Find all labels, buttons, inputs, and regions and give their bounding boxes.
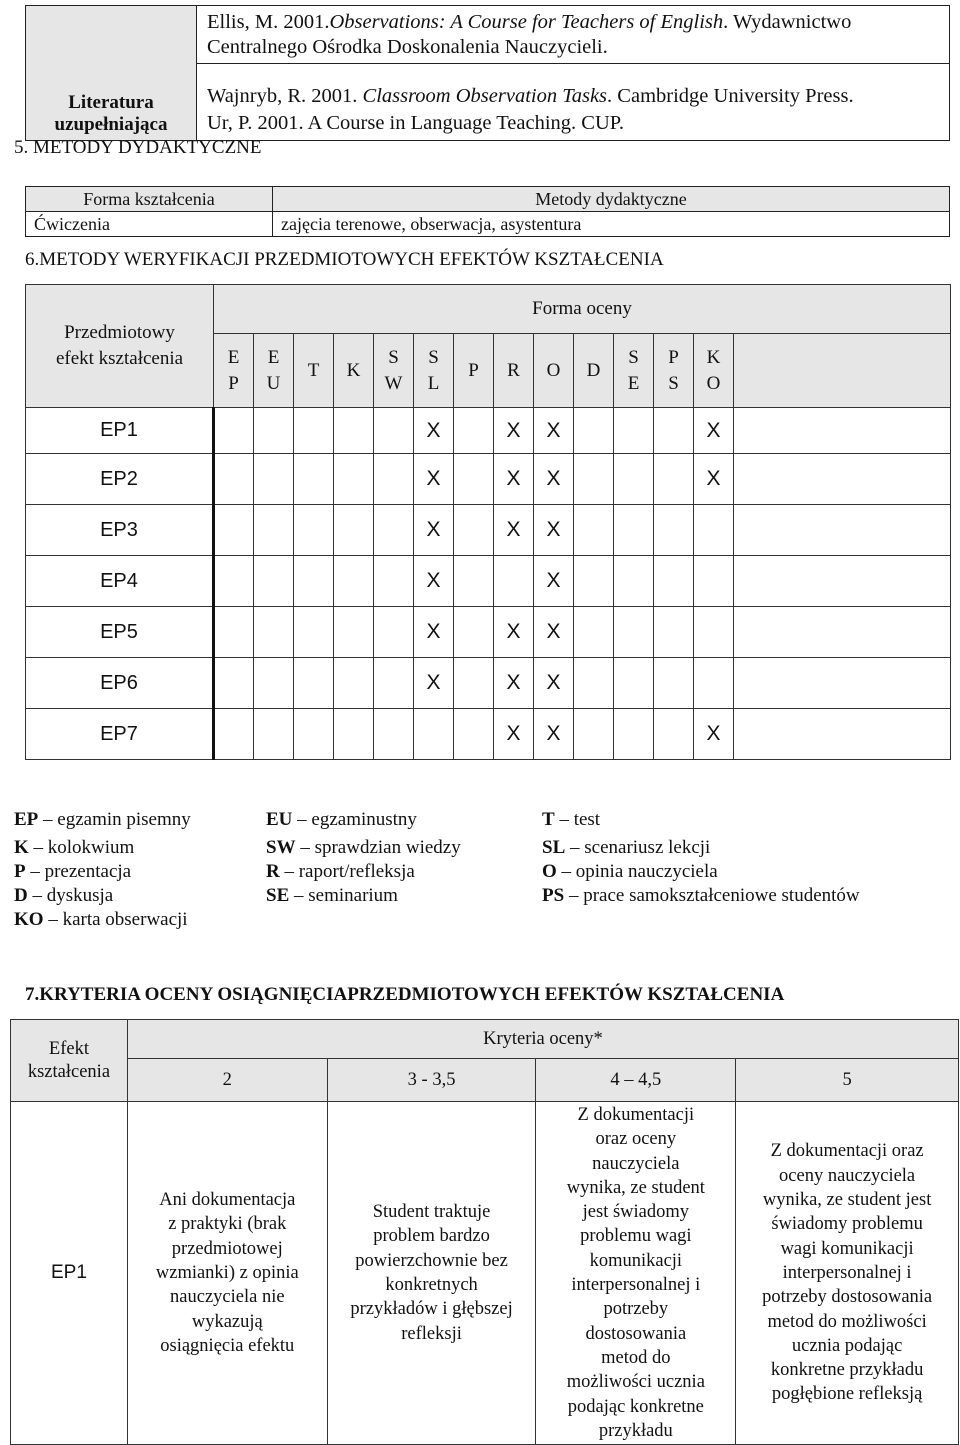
literature-label (26, 6, 197, 141)
literature-label-line2: uzupełniająca (54, 114, 168, 135)
verification-mark-cell (254, 408, 294, 454)
verification-mark-cell (334, 408, 374, 454)
legend-item: K – kolokwium (14, 837, 135, 858)
criteria-text-line: interpersonalnej i (571, 1275, 701, 1296)
criteria-text-line: z praktyki (brak (168, 1214, 287, 1235)
criteria-text-line: wykazują (191, 1311, 263, 1332)
criteria-text-line: oceny nauczyciela (779, 1165, 916, 1186)
forma-column-header (534, 334, 574, 408)
forma-column-header (294, 334, 334, 408)
verification-row-label: EP2 (26, 454, 214, 505)
verification-mark-cell (294, 709, 334, 760)
criteria-text-line: komunikacji (589, 1250, 683, 1271)
criteria-header-line1: Efekt (48, 1038, 89, 1059)
legend-code: KO (14, 909, 44, 930)
criteria-header-efekt (11, 1020, 128, 1102)
legend-text: seminarium (308, 885, 398, 906)
criteria-text-line: wynika, ze student jest (762, 1190, 932, 1211)
legend-code: T (542, 809, 555, 830)
criteria-text-line: wzmianki) z opinia (155, 1262, 299, 1283)
verification-mark-cell (334, 607, 374, 658)
verification-mark-cell: X (414, 607, 454, 658)
forma-column-header (414, 334, 454, 408)
verification-mark-cell (294, 408, 334, 454)
criteria-text-line: jest świadomy (582, 1202, 690, 1223)
verification-mark-cell (654, 658, 694, 709)
verification-mark-cell (734, 658, 951, 709)
verification-mark-cell: X (414, 454, 454, 505)
literature-entry-1 (197, 6, 949, 64)
legend-text: prezentacja (44, 861, 132, 882)
verification-mark-cell (214, 454, 254, 505)
verification-mark-cell (734, 709, 951, 760)
verification-mark-cell: X (694, 454, 734, 505)
criteria-grade-4-cell (536, 1102, 736, 1445)
verification-mark-cell (654, 408, 694, 454)
verification-mark-cell (374, 454, 414, 505)
criteria-text-line: wynika, ze student (566, 1177, 705, 1198)
verification-mark-cell (374, 607, 414, 658)
criteria-text-line: pogłębione refleksją (771, 1384, 923, 1405)
verification-mark-cell (214, 505, 254, 556)
legend-item: SW – sprawdzian wiedzy (266, 837, 461, 858)
forma-column-header (254, 334, 294, 408)
verification-mark-cell (614, 408, 654, 454)
verification-header-efekt (26, 285, 214, 408)
verification-mark-cell (614, 556, 654, 607)
verification-mark-cell (454, 505, 494, 556)
legend-code: D (14, 885, 28, 906)
legend-text: sprawdzian wiedzy (314, 837, 461, 858)
forma-column-code-bottom: U (266, 372, 281, 394)
verification-mark-cell (654, 505, 694, 556)
forma-column-header (574, 334, 614, 408)
verification-mark-cell: X (414, 556, 454, 607)
literature-entry-2 (197, 64, 949, 109)
legend-code: EP (14, 809, 39, 830)
criteria-text-line: świadomy problemu (771, 1214, 923, 1235)
verification-mark-cell: X (534, 607, 574, 658)
legend-item: T – test (542, 809, 601, 830)
verification-mark-cell (294, 505, 334, 556)
verification-row-label: EP3 (26, 505, 214, 556)
forma-column-header-empty (734, 334, 951, 408)
verification-mark-cell (574, 658, 614, 709)
legend-text: dyskusja (46, 885, 114, 906)
verification-mark-cell (414, 709, 454, 760)
legend-item: P – prezentacja (14, 861, 132, 882)
verification-mark-cell (614, 505, 654, 556)
literature-entry-2-publisher: . Cambridge University Press. (607, 85, 854, 107)
criteria-row-label: EP1 (11, 1102, 128, 1445)
verification-mark-cell (454, 454, 494, 505)
verification-mark-cell (694, 556, 734, 607)
forma-column-header (374, 334, 414, 408)
verification-row (26, 607, 951, 658)
legend-code: R (266, 861, 280, 882)
legend-item: PS – prace samokształceniowe studentów (542, 885, 860, 906)
legend-code: K (14, 837, 29, 858)
verification-mark-cell (374, 556, 414, 607)
legend-code: PS (542, 885, 565, 906)
literature-entry-2-author: Wajnryb, R. 2001. (207, 85, 363, 107)
legend-text: scenariusz lekcji (584, 837, 711, 858)
verification-mark-cell: X (534, 658, 574, 709)
verification-row-label: EP1 (26, 408, 214, 454)
verification-row (26, 709, 951, 760)
grade-2-header: 2 (127, 1059, 327, 1102)
criteria-text-line: wagi komunikacji (780, 1238, 914, 1259)
verification-mark-cell: X (494, 408, 534, 454)
verification-mark-cell (374, 408, 414, 454)
legend-code: SL (542, 837, 566, 858)
legend-code: EU (266, 809, 293, 830)
legend-text: test (573, 809, 601, 830)
legend-item: R – raport/refleksja (266, 861, 415, 882)
section6-title: 6.METODY WERYFIKACJI PRZEDMIOTOWYCH EFEKTÓW KSZTAŁCENIA (25, 249, 664, 270)
verification-mark-cell (214, 556, 254, 607)
legend-item: KO – karta obserwacji (14, 909, 188, 930)
verification-mark-cell (374, 658, 414, 709)
verification-mark-cell (494, 556, 534, 607)
verification-mark-cell (734, 607, 951, 658)
criteria-text-line: Student traktuje (372, 1202, 491, 1223)
forma-column-code-top: D (586, 359, 601, 381)
literature-table (25, 5, 950, 141)
verification-row (26, 556, 951, 607)
forma-column-header (494, 334, 534, 408)
methods-header-metody: Metody dydaktyczne (273, 187, 950, 212)
legend-code: P (14, 861, 26, 882)
verification-mark-cell (254, 658, 294, 709)
verification-mark-cell (214, 408, 254, 454)
forma-column-code-top: T (307, 359, 320, 381)
criteria-text-line: interpersonalnej i (782, 1262, 912, 1283)
verification-mark-cell (734, 408, 951, 454)
verification-mark-cell (254, 556, 294, 607)
verification-mark-cell (734, 505, 951, 556)
verification-table (25, 284, 951, 760)
criteria-text-line: podając konkretne (567, 1396, 704, 1417)
criteria-text-line: możliwości ucznia (566, 1372, 705, 1393)
methods-cell-metody: zajęcia terenowe, obserwacja, asystentura (273, 212, 950, 237)
forma-oceny-header: Forma oceny (214, 285, 951, 334)
verification-mark-cell (254, 709, 294, 760)
verification-mark-cell: X (534, 454, 574, 505)
criteria-text-line: oraz oceny (595, 1129, 677, 1150)
verification-mark-cell: X (494, 454, 534, 505)
verification-mark-cell (694, 658, 734, 709)
forma-column-code-top: K (346, 359, 361, 381)
section5-title: 5. METODY DYDAKTYCZNE (14, 137, 262, 158)
verification-header-line1: Przedmiotowy (64, 322, 175, 343)
criteria-text-line: metod do możliwości (767, 1311, 927, 1332)
legend-text: egzaminustny (311, 809, 417, 830)
verification-mark-cell (654, 454, 694, 505)
grade-3-header: 3 - 3,5 (327, 1059, 536, 1102)
literature-entry-1-title: Observations: A Course for Teachers of English (329, 11, 724, 33)
verification-mark-cell (294, 556, 334, 607)
verification-mark-cell: X (494, 607, 534, 658)
grade-4-header: 4 – 4,5 (536, 1059, 736, 1102)
verification-mark-cell: X (534, 505, 574, 556)
literature-entry-3-text: Ur, P. 2001. A Course in Language Teaching. CUP. (207, 112, 625, 134)
verification-mark-cell (454, 658, 494, 709)
forma-column-code-top: R (507, 359, 520, 381)
verification-mark-cell (654, 709, 694, 760)
verification-mark-cell (574, 454, 614, 505)
verification-mark-cell (214, 658, 254, 709)
forma-column-code-bottom: S (668, 372, 679, 394)
verification-mark-cell (374, 709, 414, 760)
verification-row-label: EP5 (26, 607, 214, 658)
verification-mark-cell (614, 454, 654, 505)
literature-label-line1: Literatura (68, 92, 154, 113)
legend-item: SL – scenariusz lekcji (542, 837, 711, 858)
literature-entry-2-title: Classroom Observation Tasks (362, 85, 608, 107)
verification-mark-cell (574, 408, 614, 454)
forma-column-code-top: P (468, 359, 479, 381)
verification-mark-cell: X (534, 709, 574, 760)
legend-text: prace samokształceniowe studentów (583, 885, 860, 906)
verification-mark-cell (574, 607, 614, 658)
forma-column-code-bottom: O (706, 372, 721, 394)
verification-mark-cell (334, 505, 374, 556)
legend-item: O – opinia nauczyciela (542, 861, 718, 882)
criteria-text-line: problem bardzo (373, 1226, 490, 1247)
verification-mark-cell (654, 556, 694, 607)
legend-item: D – dyskusja (14, 885, 114, 906)
forma-column-header (334, 334, 374, 408)
verification-mark-cell (614, 658, 654, 709)
methods-header-forma: Forma kształcenia (26, 187, 273, 212)
section7-title: 7.KRYTERIA OCENY OSIĄGNIĘCIAPRZEDMIOTOWYCH EFEKTÓW KSZTAŁCENIA (25, 984, 785, 1005)
verification-mark-cell (214, 607, 254, 658)
verification-mark-cell (334, 454, 374, 505)
forma-column-header (694, 334, 734, 408)
criteria-text-line: problemu wagi (580, 1226, 692, 1247)
criteria-text-line: przykładu (598, 1420, 673, 1441)
criteria-text-line: dostosowania (585, 1323, 687, 1344)
verification-mark-cell (294, 607, 334, 658)
verification-mark-cell (334, 556, 374, 607)
verification-mark-cell (694, 607, 734, 658)
literature-entry-1-author: Ellis, M. 2001. (207, 11, 330, 33)
verification-row (26, 505, 951, 556)
forma-column-code-top: K (706, 346, 721, 368)
forma-column-code-bottom: E (627, 372, 640, 394)
verification-mark-cell: X (414, 658, 454, 709)
criteria-text-line: potrzeby dostosowania (762, 1287, 933, 1308)
verification-mark-cell: X (534, 556, 574, 607)
legend-text: raport/refleksja (298, 861, 415, 882)
verification-mark-cell: X (494, 505, 534, 556)
verification-mark-cell: X (414, 505, 454, 556)
verification-mark-cell (574, 709, 614, 760)
verification-mark-cell (454, 607, 494, 658)
criteria-text-line: potrzeby (603, 1299, 669, 1320)
verification-mark-cell: X (494, 709, 534, 760)
forma-column-code-top: P (668, 346, 679, 368)
criteria-grade-3-cell (327, 1102, 536, 1445)
verification-mark-cell (574, 505, 614, 556)
verification-header-line2: efekt kształcenia (55, 348, 184, 369)
verification-mark-cell (294, 658, 334, 709)
criteria-text-line: powierzchownie bez (355, 1250, 508, 1271)
forma-column-code-bottom: L (427, 372, 440, 394)
literature-entry-1-publisher: . Wydawnictwo Centralnego Ośrodka Doskonalenia Nauczycieli. (207, 11, 852, 58)
verification-mark-cell (454, 408, 494, 454)
legend-text: opinia nauczyciela (575, 861, 718, 882)
verification-mark-cell: X (494, 658, 534, 709)
criteria-grade-5-cell (736, 1102, 959, 1445)
grade-5-header: 5 (736, 1059, 959, 1102)
forma-column-code-top: E (227, 346, 240, 368)
legend-code: SE (266, 885, 290, 906)
forma-column-header (454, 334, 494, 408)
forma-column-code-bottom: W (384, 372, 403, 394)
verification-mark-cell (254, 454, 294, 505)
verification-mark-cell (334, 709, 374, 760)
legend-text: egzamin pisemny (57, 809, 191, 830)
verification-mark-cell (454, 556, 494, 607)
legend-item: EU – egzaminustny (266, 809, 417, 830)
verification-mark-cell: X (694, 408, 734, 454)
verification-mark-cell (734, 454, 951, 505)
forma-column-code-top: O (546, 359, 561, 381)
methods-cell-forma: Ćwiczenia (26, 212, 273, 237)
methods-table (25, 186, 950, 237)
verification-mark-cell: X (694, 709, 734, 760)
forma-column-header (214, 334, 254, 408)
verification-row (26, 454, 951, 505)
legend-item: SE – seminarium (266, 885, 398, 906)
forma-column-code-top: S (428, 346, 439, 368)
criteria-text-line: Z dokumentacji oraz (770, 1141, 924, 1162)
verification-mark-cell: X (534, 408, 574, 454)
verification-mark-cell (694, 505, 734, 556)
literature-entries (197, 6, 950, 141)
verification-mark-cell (734, 556, 951, 607)
criteria-header-line2: kształcenia (27, 1061, 111, 1082)
verification-row-label: EP4 (26, 556, 214, 607)
criteria-text-line: konkretne przykładu (770, 1360, 924, 1381)
forma-column-code-top: S (388, 346, 399, 368)
verification-mark-cell (334, 658, 374, 709)
verification-mark-cell (654, 607, 694, 658)
forma-column-header (614, 334, 654, 408)
literature-entry-3 (197, 109, 949, 140)
criteria-text-line: konkretnych (385, 1275, 478, 1296)
criteria-text-line: ucznia podając (791, 1335, 903, 1356)
verification-row (26, 408, 951, 454)
verification-mark-cell (614, 607, 654, 658)
legend-item: EP – egzamin pisemny (14, 809, 191, 830)
verification-mark-cell (214, 709, 254, 760)
criteria-text-line: refleksji (401, 1323, 462, 1344)
criteria-text-line: przykładów i głębszej (350, 1299, 513, 1320)
verification-mark-cell (614, 709, 654, 760)
verification-mark-cell (374, 505, 414, 556)
legend-code: O (542, 861, 557, 882)
criteria-text-line: metod do (601, 1347, 671, 1368)
legend-text: karta obserwacji (62, 909, 188, 930)
forma-column-code-bottom: P (228, 372, 239, 394)
criteria-table (10, 1019, 959, 1445)
verification-row-label: EP6 (26, 658, 214, 709)
criteria-grade-2-cell (127, 1102, 327, 1445)
verification-mark-cell: X (414, 408, 454, 454)
legend-code: SW (266, 837, 296, 858)
criteria-text-line: nauczyciela nie (170, 1287, 285, 1308)
verification-row (26, 658, 951, 709)
criteria-text-line: nauczyciela (592, 1153, 680, 1174)
criteria-text-line: Ani dokumentacja (159, 1190, 296, 1211)
criteria-text-line: osiągnięcia efektu (160, 1335, 295, 1356)
verification-mark-cell (454, 709, 494, 760)
verification-mark-cell (254, 607, 294, 658)
criteria-text-line: przedmiotowej (171, 1238, 283, 1259)
forma-column-header (654, 334, 694, 408)
forma-column-code-top: E (267, 346, 280, 368)
verification-mark-cell (294, 454, 334, 505)
criteria-text-line: Z dokumentacji (577, 1105, 695, 1125)
verification-mark-cell (254, 505, 294, 556)
forma-column-code-top: S (628, 346, 639, 368)
legend-text: kolokwium (47, 837, 135, 858)
verification-mark-cell (574, 556, 614, 607)
criteria-kryteria-header: Kryteria oceny* (127, 1020, 958, 1059)
verification-row-label: EP7 (26, 709, 214, 760)
